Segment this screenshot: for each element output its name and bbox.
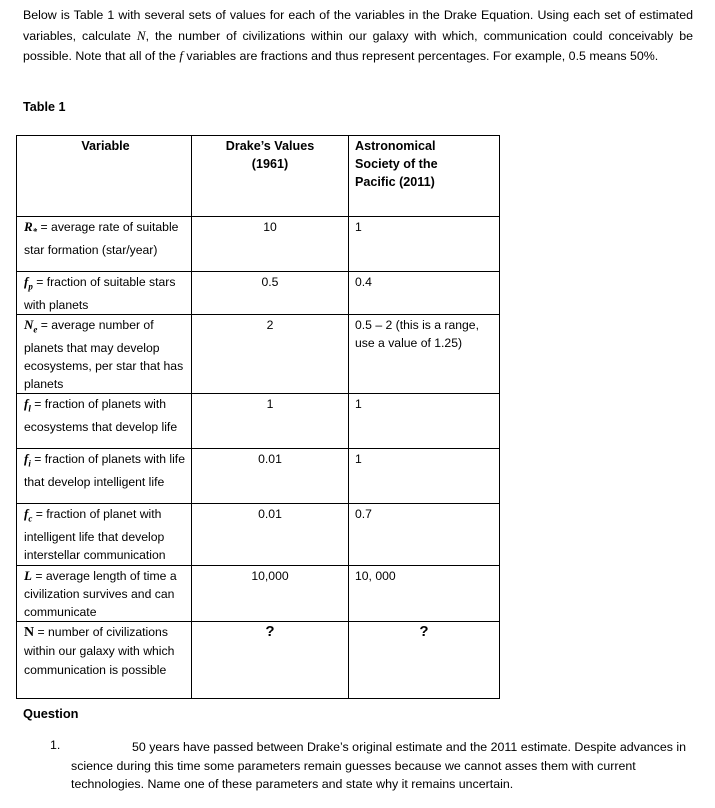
drake-value: 2: [192, 315, 349, 394]
variable-description: = average length of time a civilization survives and can communicate: [24, 568, 177, 620]
variable-description: = average number of planets that may develop ecosystems, per star that has planets: [24, 318, 184, 392]
variable-cell: [17, 217, 192, 272]
header-drake-values: Drake’s Values (1961): [192, 136, 349, 217]
drake-value: 10,000: [192, 565, 349, 622]
variable-description: = fraction of suitable stars with planets: [24, 275, 176, 312]
asp-value: 0.7: [349, 504, 500, 565]
table-row: [17, 272, 500, 315]
drake-table: [16, 135, 500, 699]
variable-cell: [17, 315, 192, 394]
drake-value: 1: [192, 394, 349, 449]
table-caption: Table 1: [23, 100, 66, 114]
intro-n-symbol: N: [136, 27, 146, 43]
drake-value: 0.01: [192, 449, 349, 504]
variable-symbol: $f_p$: [24, 274, 33, 292]
table-row: [17, 449, 500, 504]
asp-value: 1: [349, 394, 500, 449]
variable-symbol: $f_l$: [24, 396, 31, 414]
intro-paragraph: [23, 5, 693, 67]
variable-description: = fraction of planets with life that develop intelligent life: [24, 452, 185, 490]
variable-symbol: $R_*$: [24, 219, 38, 237]
table-row: [17, 504, 500, 565]
variable-cell: [17, 449, 192, 504]
header-asp-values: Astronomical Society of the Pacific (2011): [349, 136, 500, 217]
question-number: 1.: [50, 738, 61, 752]
variable-description: = fraction of planet with intelligent life that develop interstellar communication: [24, 507, 166, 563]
asp-value: 0.5 – 2 (this is a range, use a value of 1.25): [349, 315, 500, 394]
intro-f-symbol: f: [179, 48, 183, 64]
asp-value: 1: [349, 217, 500, 272]
table-row: [17, 217, 500, 272]
intro-text-2: , the number of civilizations within our galaxy with which, communication could conceivably be possible. Note that all of the: [23, 28, 693, 64]
drake-value: 0.5: [192, 272, 349, 315]
question-heading: Question: [23, 706, 79, 721]
variable-symbol: L: [24, 567, 32, 583]
variable-symbol: $N_e$: [24, 317, 38, 335]
header-variable: Variable: [17, 136, 192, 217]
table-row: [17, 394, 500, 449]
drake-value: 0.01: [192, 504, 349, 565]
asp-value: 0.4: [349, 272, 500, 315]
question-text: 50 years have passed between Drake’s original estimate and the 2011 estimate. Despite advances in science during this time some parameters remain guesses because we cannot asses them with current technologies. Name one of these parameters and state why it remains uncertain.: [71, 740, 687, 792]
variable-cell: [17, 565, 192, 622]
variable-cell: [17, 272, 192, 315]
table-row: [17, 622, 500, 699]
variable-description: = fraction of planets with ecosystems that develop life: [24, 397, 178, 435]
table-row: [17, 565, 500, 622]
table-row: [17, 315, 500, 394]
variable-symbol: $f_c$: [24, 506, 33, 524]
drake-value: 10: [192, 217, 349, 272]
intro-text-3: variables are fractions and thus represent percentages. For example, 0.5 means 50%.: [182, 49, 659, 64]
intro-text-1: Below is Table 1 with several sets of values for each of the variables in the Drake Equation. Using each set of estimated variables, calculate: [23, 8, 693, 43]
variable-symbol: N: [24, 625, 35, 641]
variable-cell: [17, 622, 192, 699]
variable-cell: [17, 394, 192, 449]
variable-cell: [17, 504, 192, 565]
variable-symbol: $f_i$: [24, 451, 31, 469]
variable-description: = average rate of suitable star formation (star/year): [24, 220, 179, 257]
asp-value: 10, 000: [349, 565, 500, 622]
variable-description: = number of civilizations within our galaxy with which communication is possible: [24, 625, 175, 677]
asp-answer-placeholder: ?: [349, 622, 500, 699]
asp-value: 1: [349, 449, 500, 504]
table-header-row: [17, 136, 500, 217]
drake-answer-placeholder: ?: [192, 622, 349, 699]
